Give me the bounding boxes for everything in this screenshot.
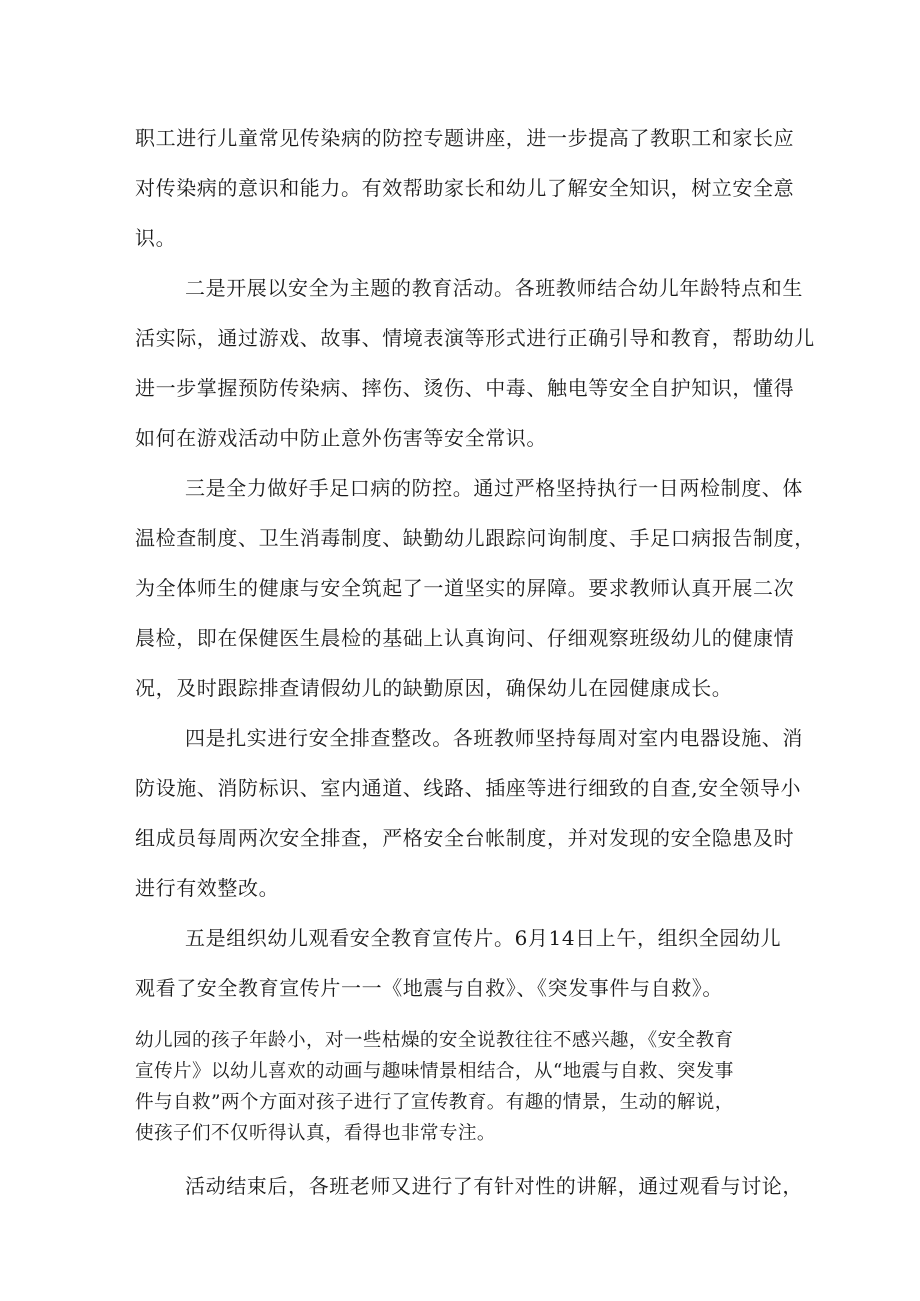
text-line: 职工进行儿童常见传染病的防控专题讲座，进一步提高了教职工和家长应: [135, 126, 795, 150]
text-line: 五是组织幼儿观看安全教育宣传片。6月14日上午，组织全园幼儿: [185, 926, 782, 950]
text-line: 防设施、消防标识、室内通道、线路、插座等进行细致的自查,安全领导小: [135, 776, 802, 800]
text-line: 对传染病的意识和能力。有效帮助家长和幼儿了解安全知识，树立安全意: [135, 176, 795, 200]
text-line: 晨检，即在保健医生晨检的基础上认真询问、仔细观察班级幼儿的健康情: [135, 626, 795, 650]
text-line: 活动结束后，各班老师又进行了有针对性的讲解，通过观看与讨论，: [185, 1174, 803, 1198]
text-line: 温检查制度、卫生消毒制度、缺勤幼儿跟踪问询制度、手足口病报告制度，: [135, 526, 815, 550]
text-line: 组成员每周两次安全排查，严格安全台帐制度，并对发现的安全隐患及时: [135, 826, 795, 850]
text-line: 件与自救”两个方面对孩子进行了宣传教育。有趣的情景，生动的解说，: [135, 1092, 734, 1113]
text-line: 活实际，通过游戏、故事、情境表演等形式进行正确引导和教育，帮助幼儿: [135, 326, 815, 350]
text-line: 三是全力做好手足口病的防控。通过严格坚持执行一日两检制度、体: [185, 476, 803, 500]
text-line: 进一步掌握预防传染病、摔伤、烫伤、中毒、触电等安全自护知识，懂得: [135, 376, 795, 400]
text-line: 观看了安全教育宣传片一一《地震与自救》、《突发事件与自救》。: [135, 976, 723, 1000]
text-line: 识。: [135, 226, 177, 250]
text-line: 进行有效整改。: [135, 876, 280, 900]
text-line: 幼儿园的孩子年龄小，对一些枯燥的安全说教往往不感兴趣，《安全教育: [135, 1030, 734, 1051]
text-line: 宣传片》以幼儿喜欢的动画与趣味情景相结合，从“地震与自救、突发事: [135, 1061, 734, 1082]
text-line: 为全体师生的健康与安全筑起了一道坚实的屏障。要求教师认真开展二次: [135, 576, 795, 600]
text-line: 四是扎实进行安全排查整改。各班教师坚持每周对室内电器设施、消: [185, 726, 803, 750]
text-line: 况，及时跟踪排查请假幼儿的缺勤原因，确保幼儿在园健康成长。: [135, 676, 733, 700]
text-line: 二是开展以安全为主题的教育活动。各班教师结合幼儿年龄特点和生: [185, 276, 803, 300]
text-line: 如何在游戏活动中防止意外伤害等安全常识。: [135, 426, 547, 450]
text-line: 使孩子们不仅听得认真，看得也非常专注。: [135, 1123, 496, 1144]
